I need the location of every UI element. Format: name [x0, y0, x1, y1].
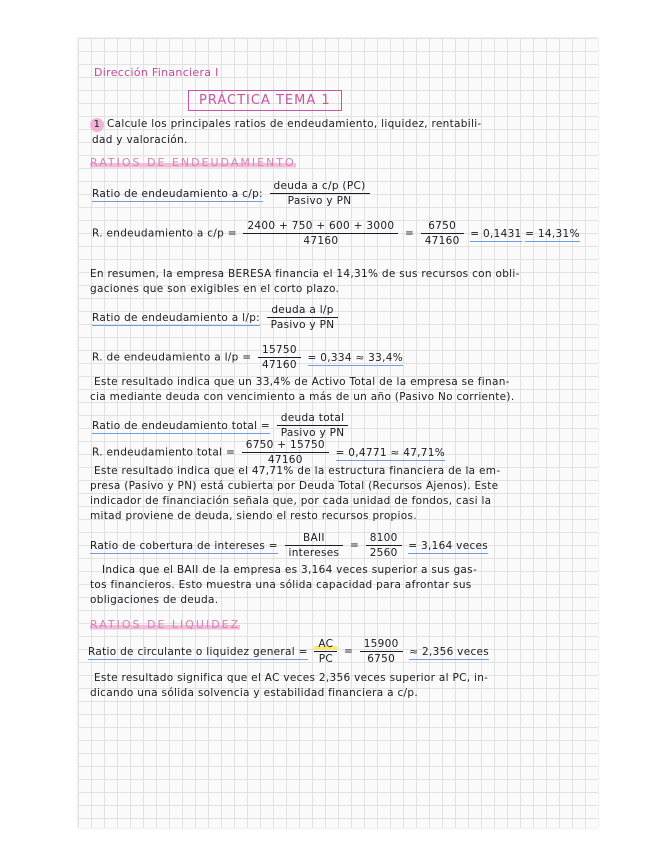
ratio-cob-text-line2: tos financieros. Esto muestra una sólida capacidad para afrontar sus — [90, 579, 472, 591]
ratio-total-calc-label: R. endeudamiento total = — [92, 446, 236, 459]
ratio-lp-calc-denominator: 47160 — [261, 359, 297, 371]
exercise-number: 1 — [90, 118, 104, 132]
section-liquidity-ratios: RATIOS DE LIQUIDEZ — [90, 618, 241, 631]
ratio-liq-row — [88, 638, 489, 665]
ratio-lp-calculation — [92, 344, 403, 371]
ratio-liq-text-line1: Este resultado significa que el AC veces 2,356 veces superior al PC, in- — [94, 672, 489, 684]
ratio-lp-definition — [92, 304, 341, 331]
ratio-cob-label: Ratio de cobertura de intereses = — [90, 539, 278, 552]
ratio-total-calc-denominator: 47160 — [267, 454, 303, 466]
ratio-cp-percent: = 14,31% — [525, 227, 580, 240]
ratio-cp-numerator: deuda a c/p (PC) — [270, 180, 370, 194]
ratio-cob-text-line3: obligaciones de deuda. — [90, 594, 219, 606]
section-debt-ratios: RATIOS DE ENDEUDAMIENTO — [90, 156, 296, 169]
ratio-cp-denominator: Pasivo y PN — [287, 195, 352, 207]
ratio-total-result: = 0,4771 ≈ 47,71% — [335, 446, 446, 459]
ratio-total-text-line1: Este resultado indica que el 47,71% de la estructura financiera de la em- — [94, 465, 501, 477]
ratio-cob-calc-numerator: 8100 — [366, 532, 402, 546]
notebook-page — [78, 38, 598, 828]
ratio-total-label: Ratio de endeudamiento total = — [92, 419, 271, 432]
ratio-total-calculation — [92, 439, 445, 466]
ratio-cp-summary-line2: gaciones que son exigibles en el corto plazo. — [90, 283, 340, 295]
ratio-cob-numerator: BAII — [285, 532, 344, 546]
ratio-lp-text-line2: cia mediante deuda con vencimiento a más de un año (Pasivo No corriente). — [90, 391, 515, 403]
ratio-liq-denominator: PC — [318, 653, 333, 665]
ratio-lp-result: = 0,334 ≈ 33,4% — [307, 351, 404, 364]
ratio-cp-calc-denominator: 47160 — [303, 235, 339, 247]
ratio-liq-result: ≈ 2,356 veces — [409, 645, 490, 658]
ratio-cp-summary-line1: En resumen, la empresa BERESA financia el 14,31% de sus recursos con obli- — [90, 268, 520, 280]
ratio-cob-text-line1: Indica que el BAII de la empresa es 3,164 veces superior a sus gas- — [102, 564, 478, 576]
ratio-liq-equals: = — [343, 645, 354, 658]
ratio-cob-equals: = — [349, 539, 360, 552]
ratio-cp-mid-denominator: 47160 — [424, 235, 460, 247]
ratio-cp-mid-numerator: 6750 — [421, 220, 464, 234]
ratio-lp-calc-label: R. de endeudamiento a l/p = — [92, 351, 252, 364]
ratio-total-text-line3: indicador de financiación señala que, por cada unidad de fondos, casi la — [90, 495, 492, 507]
ratio-cob-result: = 3,164 veces — [408, 539, 489, 552]
exercise-statement — [90, 118, 482, 132]
ratio-cp-equals: = — [404, 227, 415, 240]
exercise-text-line1: Calcule los principales ratios de endeudamiento, liquidez, rentabili- — [107, 118, 482, 130]
ratio-cp-definition — [92, 180, 373, 207]
ratio-cob-calc-denominator: 2560 — [369, 547, 398, 559]
ratio-liq-numerator: AC — [314, 638, 337, 652]
practice-title: PRÁCTICA TEMA 1 — [188, 90, 342, 111]
ratio-total-calc-numerator: 6750 + 15750 — [242, 439, 329, 453]
ratio-liq-calc-denominator: 6750 — [367, 653, 396, 665]
ratio-cp-calculation — [92, 220, 580, 247]
ratio-liq-calc-numerator: 15900 — [360, 638, 403, 652]
ratio-lp-text-line1: Este resultado indica que un 33,4% de Activo Total de la empresa se finan- — [94, 376, 510, 388]
ratio-total-text-line4: mitad proviene de deuda, siendo el resto recursos propios. — [90, 510, 417, 522]
ratio-cp-label: Ratio de endeudamiento a c/p: — [92, 187, 263, 200]
ratio-cp-calc-label: R. endeudamiento a c/p = — [92, 227, 237, 240]
ratio-lp-numerator: deuda a l/p — [267, 304, 339, 318]
ratio-total-text-line2: presa (Pasivo y PN) está cubierta por Deuda Total (Recursos Ajenos). Este — [90, 480, 499, 492]
ratio-total-definition — [92, 412, 351, 439]
ratio-lp-denominator: Pasivo y PN — [270, 319, 335, 331]
exercise-text-line2: dad y valoración. — [92, 134, 188, 146]
course-title: Dirección Financiera I — [94, 66, 219, 79]
ratio-liq-label: Ratio de circulante o liquidez general = — [88, 645, 308, 658]
ratio-liq-text-line2: dicando una sólida solvencia y estabilidad financiera a c/p. — [90, 687, 418, 699]
ratio-cob-row — [90, 532, 488, 559]
ratio-lp-label: Ratio de endeudamiento a l/p: — [92, 311, 261, 324]
ratio-cp-result: = 0,1431 — [470, 227, 522, 240]
ratio-cob-denominator: intereses — [288, 547, 340, 559]
ratio-total-numerator: deuda total — [277, 412, 349, 426]
ratio-lp-calc-numerator: 15750 — [258, 344, 301, 358]
ratio-cp-calc-numerator: 2400 + 750 + 600 + 3000 — [243, 220, 398, 234]
ratio-total-denominator: Pasivo y PN — [280, 427, 345, 439]
